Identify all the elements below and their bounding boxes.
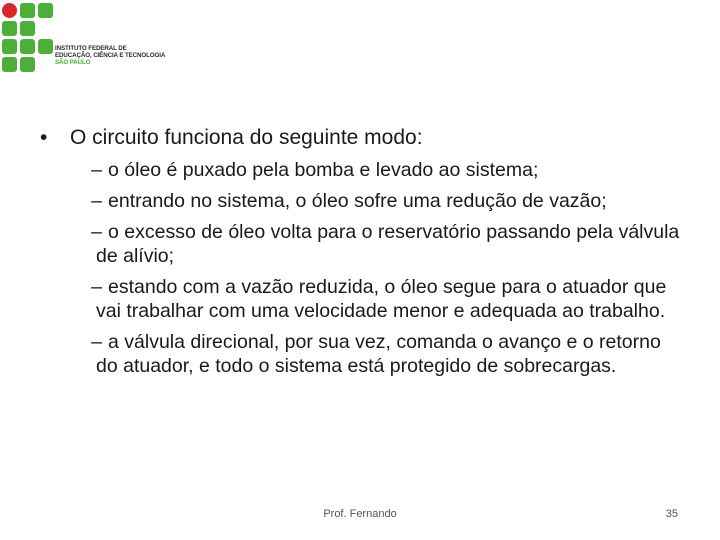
logo-line-2: EDUCAÇÃO, CIÊNCIA E TECNOLOGIA xyxy=(55,52,166,59)
logo-square xyxy=(38,3,53,18)
logo-square xyxy=(2,39,17,54)
footer-author: Prof. Fernando xyxy=(323,508,397,520)
logo-square xyxy=(2,21,17,36)
sub-bullet-text-4: a válvula direcional, por sua vez, comanda o avanço e o retorno do atuador, e todo o sistema está protegido de sobrecargas. xyxy=(96,331,661,377)
sub-bullet-item xyxy=(40,158,690,182)
logo-grid-icon xyxy=(2,3,54,73)
logo-square xyxy=(20,39,35,54)
main-bullet xyxy=(40,124,690,152)
logo-square xyxy=(2,57,17,72)
slide-content xyxy=(40,124,690,385)
logo-square xyxy=(20,57,35,72)
main-bullet-text: O circuito funciona do seguinte modo: xyxy=(70,126,423,149)
sub-bullet-text xyxy=(96,220,686,268)
sub-bullet-text-2: o excesso de óleo volta para o reservatório passando pela válvula de alívio; xyxy=(96,221,680,267)
logo-red-dot xyxy=(2,3,17,18)
dash-icon: – xyxy=(91,331,102,353)
sub-bullet-text-3: estando com a vazão reduzida, o óleo segue para o atuador que vai trabalhar com uma velocidade menor e adequada ao trabalho. xyxy=(96,276,667,322)
logo-line-1: INSTITUTO FEDERAL DE xyxy=(55,45,127,52)
logo-square xyxy=(38,39,53,54)
bullet-icon: • xyxy=(40,126,48,149)
page-number: 35 xyxy=(665,508,678,520)
sub-bullet-text xyxy=(96,275,686,323)
sub-bullet-text xyxy=(96,189,686,213)
logo-text xyxy=(55,45,165,66)
dash-icon: – xyxy=(91,221,102,243)
dash-icon: – xyxy=(91,190,102,212)
logo-square xyxy=(20,3,35,18)
sub-bullet-text-0: o óleo é puxado pela bomba e levado ao sistema; xyxy=(108,159,539,181)
dash-icon: – xyxy=(91,159,102,181)
sub-bullet-item xyxy=(40,189,690,213)
logo-line-3: SÃO PAULO xyxy=(55,59,91,66)
sub-bullet-text-1: entrando no sistema, o óleo sofre uma redução de vazão; xyxy=(108,190,607,212)
sub-bullet-item xyxy=(40,220,690,268)
sub-bullet-text xyxy=(96,330,686,378)
sub-bullet-item xyxy=(40,275,690,323)
logo-square xyxy=(20,21,35,36)
dash-icon: – xyxy=(91,276,102,298)
sub-bullet-list xyxy=(40,158,690,378)
sub-bullet-text xyxy=(96,158,686,182)
institution-logo xyxy=(0,0,172,74)
sub-bullet-item xyxy=(40,330,690,378)
